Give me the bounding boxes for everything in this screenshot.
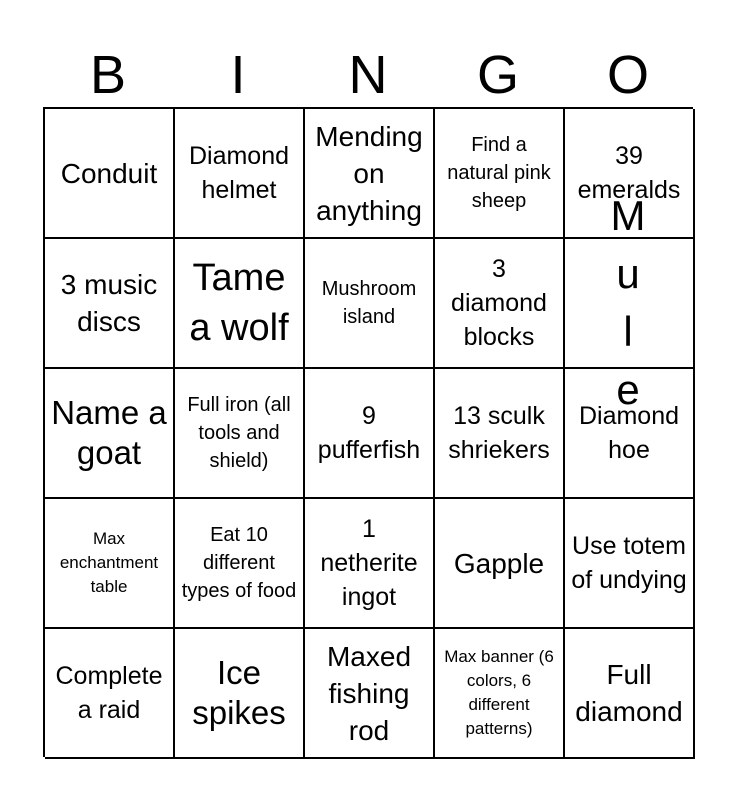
bingo-cell[interactable] (305, 109, 435, 239)
cell-label: Gapple (453, 547, 545, 579)
cell-label: 1 netherite ingot (320, 515, 418, 611)
bingo-cell[interactable] (175, 109, 305, 239)
cell-label: Complete a raid (55, 662, 163, 724)
bingo-cell[interactable] (435, 369, 565, 499)
bingo-cell[interactable] (175, 369, 305, 499)
bingo-cell[interactable] (435, 109, 565, 239)
cell-label: Conduit (60, 157, 158, 189)
bingo-cell[interactable] (45, 239, 175, 369)
cell-label: 3 music discs (60, 269, 158, 337)
cell-label: Diamond helmet (188, 142, 290, 204)
cell-label: 3 diamond blocks (451, 255, 547, 351)
cell-label: Diamond hoe (578, 402, 680, 464)
cell-label: Full diamond (575, 659, 683, 727)
bingo-cell[interactable] (565, 192, 695, 413)
bingo-header (43, 44, 693, 106)
cell-label: M u l e (610, 192, 668, 413)
cell-label: 9 pufferfish (317, 402, 421, 464)
bingo-cell[interactable] (435, 499, 565, 629)
cell-label: Full iron (all tools and shield) (187, 394, 291, 472)
header-letter-b: B (89, 45, 127, 105)
bingo-cell[interactable] (45, 629, 175, 759)
cell-label: Mushroom island (321, 278, 417, 328)
header-letter-g: G (476, 45, 519, 105)
header-letter-o: O (606, 45, 649, 105)
bingo-cell[interactable] (565, 629, 695, 759)
bingo-board (43, 107, 693, 757)
bingo-cell[interactable] (565, 499, 695, 629)
cell-label: Ice spikes (192, 654, 286, 731)
header-letter-i: I (230, 45, 246, 105)
bingo-cell[interactable] (305, 369, 435, 499)
cell-label: 13 sculk shriekers (448, 402, 550, 464)
bingo-cell[interactable] (175, 239, 305, 369)
cell-label: Find a natural pink sheep (447, 134, 551, 212)
cell-label: Tame a wolf (189, 257, 289, 349)
bingo-cell[interactable] (435, 239, 565, 369)
bingo-cell[interactable] (175, 499, 305, 629)
header-letter-n: N (348, 45, 388, 105)
bingo-cell[interactable] (305, 499, 435, 629)
bingo-cell[interactable] (175, 629, 305, 759)
bingo-cell[interactable] (45, 369, 175, 499)
bingo-cell[interactable] (45, 499, 175, 629)
cell-label: Maxed fishing rod (326, 640, 412, 746)
bingo-cell[interactable] (565, 369, 695, 499)
cell-label: Eat 10 different types of food (181, 524, 297, 602)
bingo-cell[interactable] (305, 629, 435, 759)
cell-label: 39 emeralds (577, 142, 681, 204)
bingo-cell[interactable] (45, 109, 175, 239)
bingo-cell[interactable] (435, 629, 565, 759)
cell-label: Mending on anything (315, 120, 423, 226)
cell-label: Use totem of undying (571, 532, 687, 594)
cell-label: Max banner (6 colors, 6 different patterns) (444, 647, 554, 738)
cell-label: Max enchantment table (59, 529, 159, 596)
bingo-cell[interactable] (305, 239, 435, 369)
cell-label: Name a goat (51, 394, 167, 471)
